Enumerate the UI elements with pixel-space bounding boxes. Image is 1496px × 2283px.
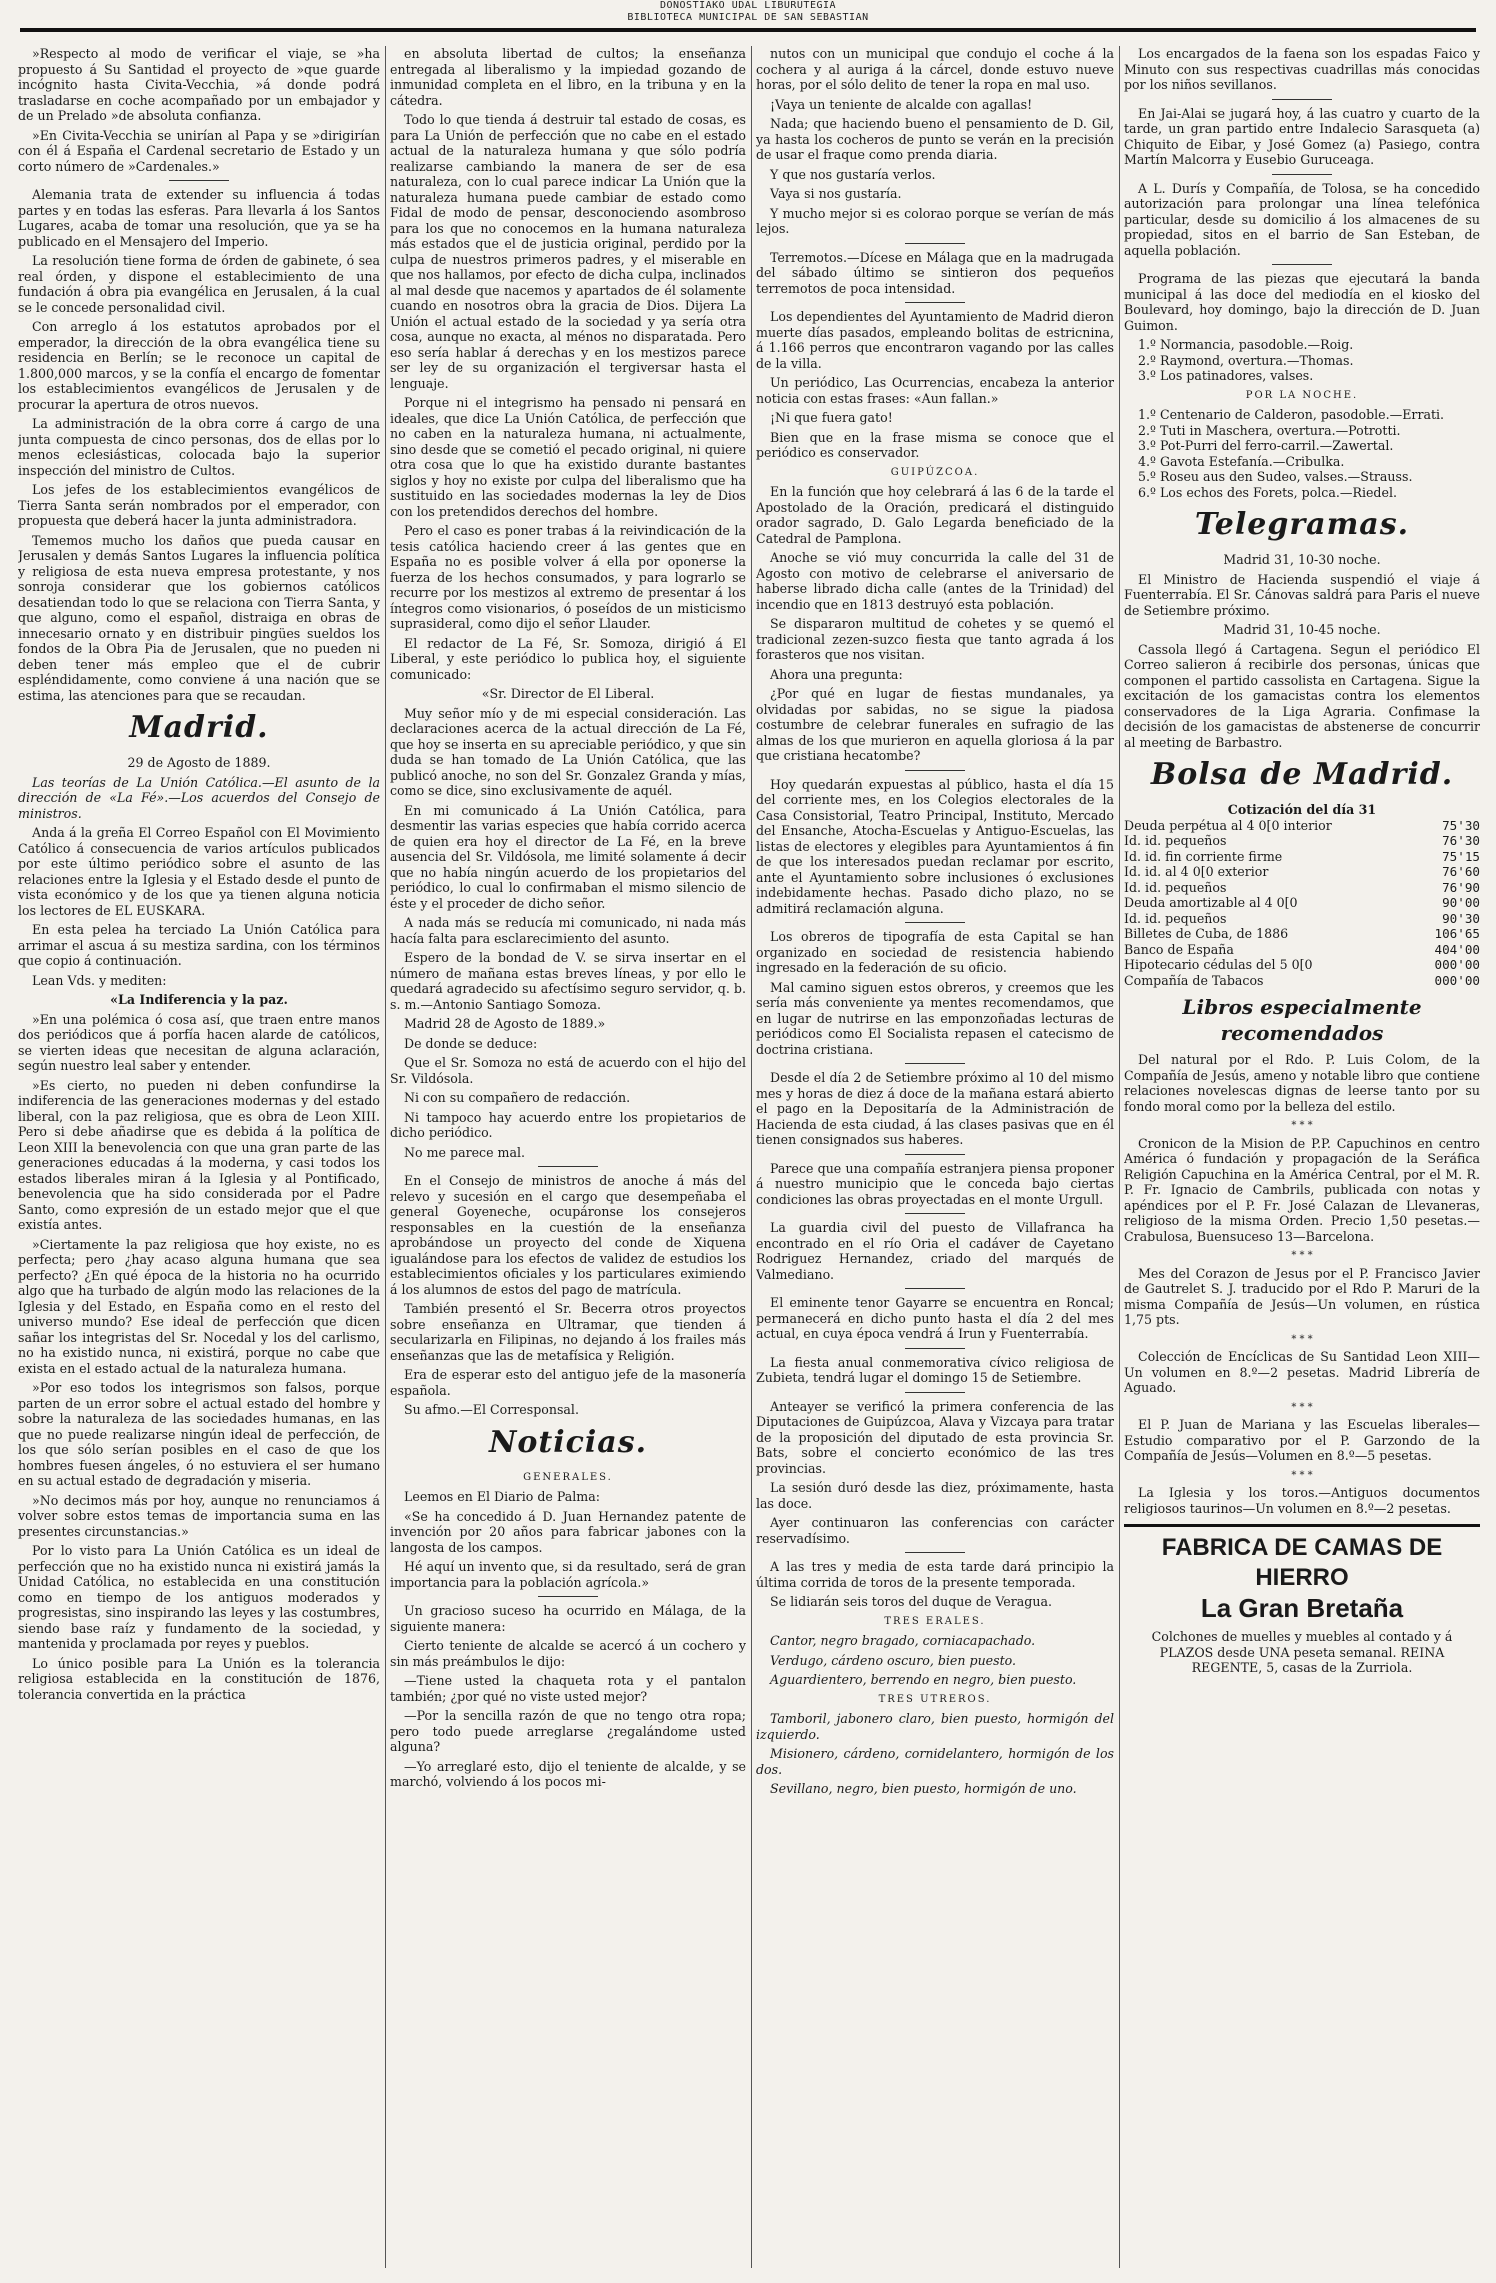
paragraph: En mi comunicado á La Unión Católica, para desmentir las varias especies que había corrido acerca de quien era hoy el director de La Fé, en la breve ausencia del Sr. Vildósola, me limité solamente á decir que no había ningún acuerdo de los propietarios del periódico, lo cual lo confirmaban el mismo silencio de éste y el proceder de dicho señor. <box>390 802 746 911</box>
paragraph: Se dispararon multitud de cohetes y se quemó el tradicional zezen-suzco fiesta que tanto agrada á los forasteros que nos visitan. <box>756 616 1114 662</box>
paragraph: Lean Vds. y mediten: <box>32 972 167 988</box>
paragraph: Ni con su compañero de redacción. <box>404 1090 631 1105</box>
stock-value: 76'60 <box>1442 864 1480 879</box>
program-item: 6.º Los echos des Forets, polca.—Riedel. <box>1138 484 1397 500</box>
section-heading-noticias: Noticias. <box>488 1424 648 1460</box>
paragraph: A las tres y media de esta tarde dará principio la última corrida de toros de la presente temporada. <box>756 1559 1114 1590</box>
paragraph: El eminente tenor Gayarre se encuentra en Roncal; permanecerá en dicho punto hasta el día 2 del mes actual, en cuya época vendrá á Irun y Fuenterrabía. <box>756 1295 1114 1341</box>
quote-date: Cotización del día 31 <box>1227 802 1377 817</box>
stock-row <box>1124 911 1480 927</box>
paragraph: Los dependientes del Ayuntamiento de Madrid dieron muerte días pasados, empleando bolitas de estricnina, á 1.166 perros que encontraron vagando por las calles de la villa. <box>756 309 1114 371</box>
paragraph: Cierto teniente de alcalde se acercó á un cochero y sin más preámbulos le dijo: <box>390 1638 746 1669</box>
divider <box>905 302 965 303</box>
paragraph: —Yo arreglaré esto, dijo el teniente de alcalde, y se marchó, volviendo á los pocos mi- <box>390 1758 746 1789</box>
paragraph: Un gracioso suceso ha ocurrido en Málaga, de la siguiente manera: <box>390 1603 746 1634</box>
divider <box>1272 174 1332 175</box>
paragraph: »Respecto al modo de verificar el viaje, se »ha propuesto á Su Santidad el proyecto de »que guarde incógnito hasta Civita-Vecchia, »á donde podrá trasladarse en coche acompañado por un embajador y de un Prelado »de absoluta confianza. <box>18 46 380 123</box>
paragraph: Los obreros de tipografía de esta Capital se han organizado en sociedad de resistencia habiendo ingresado en la federación de su oficio. <box>756 929 1114 975</box>
paragraph: Leemos en El Diario de Palma: <box>404 1489 600 1504</box>
asterism: * * * <box>1291 1120 1313 1131</box>
paragraph: Ayer continuaron las conferencias con carácter reservadísimo. <box>756 1515 1114 1546</box>
archive-header-line1: DONOSTIAKO UDAL LIBURUTEGIA <box>659 0 837 11</box>
paragraph: Mal camino siguen estos obreros, y creemos que les sería más conveniente ya mentes recomendamos, que en lugar de nutrirse en las emponzoñadas lecturas de periódicos como El Socialista repasen el catecismo de doctrina cristiana. <box>756 979 1114 1057</box>
stock-label: Deuda amortizable al 4 0[0 <box>1124 895 1298 910</box>
program-item: 5.º Roseu aus den Sudeo, valses.—Strauss. <box>1138 469 1413 484</box>
divider <box>538 1166 598 1167</box>
paragraph: Tememos mucho los daños que pueda causar en Jerusalen y demás Santos Lugares la influencia política y religiosa de esta nueva empresa protestante, y nos sonroja considerar que los gobiernos católicos desatiendan todo lo que se relaciona con Tierra Santa, y que alguno, como el español, distraiga en obras de innecesario ornato y en distribuir pingües sueldos los fondos de la Obra Pia de Jerusalen, que no pueden ni deben tener más empleo que el de cubrir espléndidamente, como conviene á una nación que se estima, las atenciones para que se recaudan. <box>18 532 380 703</box>
divider <box>905 1063 965 1064</box>
advertisement-title: FABRICA DE CAMAS DE HIERRO <box>1124 1524 1480 1593</box>
paragraph: »En una polémica ó cosa así, que traen entre manos dos periódicos que á porfía hacen alarde de católicos, se vierten ideas que necesitan de alguna aclaración, según nuestro leal saber y entender. <box>18 1011 380 1073</box>
divider <box>905 922 965 923</box>
paragraph: Bien que en la frase misma se conoce que el periódico es conservador. <box>756 429 1114 460</box>
paragraph: Programa de las piezas que ejecutará la banda municipal á las doce del mediodía en el kiosko del Boulevard, hoy domingo, bajo la dirección de D. Juan Guimon. <box>1124 271 1480 333</box>
bull-entry: Verdugo, cárdeno oscuro, bien puesto. <box>770 1652 1017 1668</box>
bull-entry: Aguardientero, berrendo en negro, bien puesto. <box>770 1672 1077 1687</box>
divider <box>905 243 965 244</box>
column-3 <box>756 46 1114 2268</box>
stock-label: Banco de España <box>1124 941 1234 957</box>
bull-entry: Tamboril, jabonero claro, bien puesto, hormigón del izquierdo. <box>756 1711 1114 1742</box>
paragraph: Parece que una compañía estranjera piensa proponer á nuestro municipio que le conceda bajo ciertas condiciones las obras proyectadas en el monte Urgull. <box>756 1160 1114 1207</box>
letter-salutation: «Sr. Director de El Liberal. <box>481 686 655 701</box>
stock-value: 76'90 <box>1442 879 1480 895</box>
band-program <box>1124 337 1480 384</box>
paragraph: Y que nos gustaría verlos. <box>770 166 936 182</box>
section-heading-telegramas: Telegramas. <box>1194 507 1410 542</box>
stock-row <box>1124 942 1480 958</box>
book-entry: Colección de Encíclicas de Su Santidad Leon XIII—Un volumen en 8.º—2 pesetas. Madrid Librería de Aguado. <box>1124 1349 1480 1395</box>
asterism: * * * <box>1291 1333 1313 1345</box>
paragraph: Un periódico, Las Ocurrencias, encabeza la anterior noticia con estas frases: «Aun fallan.» <box>756 375 1114 406</box>
paragraph: Lo único posible para La Unión es la tolerancia religiosa establecida en la constitución de 1876, tolerancia convertida en la práctica <box>18 1655 380 1702</box>
subsection-label: GUIPÚZCOA. <box>890 466 980 478</box>
stock-label: Hipotecario cédulas del 5 0[0 <box>1124 957 1313 972</box>
divider <box>169 180 229 181</box>
column-divider <box>1119 46 1120 2268</box>
paragraph: «Se ha concedido á D. Juan Hernandez patente de invención por 20 años para fabricar jabones con la langosta de los campos. <box>390 1508 746 1555</box>
divider <box>1272 264 1332 265</box>
paragraph: Todo lo que tienda á destruir tal estado de cosas, es para La Unión de perfección que no cabe en el estado actual de la naturaleza humana y que sólo podría realizarse cambiando la manera de ser de esa naturaleza, con lo cual parece indicar La Unión que la naturaleza humana puede cambiar de estado como Fidal de modo de pensar, desconociendo asombroso para los que no conocemos en la humana naturaleza más estados que el de justicia original, perdido por la culpa de nuestros primeros padres, y el miserable en que nos hallamos, por efecto de dicha culpa, inclinados al mal desde que nacemos y apartados de él solamente cuando en nosotros obra la gracia de Dios. Dijera La Unión el actual estado de la sociedad y ya sería otra cosa, aunque no exacta, al ménos no disparatada. Pero eso sería hablar á derechas y en los mestizos parece ser ley de su organización el tergiversar hasta el lenguaje. <box>390 112 746 391</box>
paragraph: La resolución tiene forma de órden de gabinete, ó sea real órden, y dispone el establecimiento de una fundación á obra pia evangélica en Jerusalen, á la cual se le concede personalidad civil. <box>18 253 380 315</box>
paragraph: A nada más se reducía mi comunicado, ni nada más hacía falta para esclarecimiento del asunto. <box>390 915 746 946</box>
archive-header-line2: BIBLIOTECA MUNICIPAL DE SAN SEBASTIAN <box>627 12 869 23</box>
paragraph: El redactor de La Fé, Sr. Somoza, dirigió á El Liberal, y este periódico lo publica hoy, el siguiente comunicado: <box>390 635 746 682</box>
paragraph: En el Consejo de ministros de anoche á más del relevo y sucesión en el cargo que desempeñaba el general Goyeneche, ocupáronse los consejeros responsables en la cuestión de la enseñanza aprobándose un proyecto del conde de Xiquena igualándose para los efectos de validez de estudios los establecimientos oficiales y los particulares eximiendo á los alumnos de estos del pago de matrícula. <box>390 1173 746 1297</box>
bull-entry: Sevillano, negro, bien puesto, hormigón de uno. <box>770 1781 1077 1796</box>
paragraph: La guardia civil del puesto de Villafranca ha encontrado en el río Oria el cadáver de Cayetano Rodriguez Hernandez, criado del marqués de Valmediano. <box>756 1220 1114 1282</box>
column-1 <box>18 46 380 2268</box>
paragraph: Que el Sr. Somoza no está de acuerdo con el hijo del Sr. Vildósola. <box>390 1055 746 1086</box>
stock-row <box>1124 818 1480 834</box>
paragraph: Porque ni el integrismo ha pensado ni pensará en ideales, que dice La Unión Católica, de perfección que no caben en la naturaleza humana, ni actualmente, sino desde que se cometió el pecado original, ni quiere otra cosa que lo que ha existido durante bastantes siglos y hoy no existe por culpa del liberalismo que ha sustituido en las sociedades modernas la ley de Dios con los pretendidos derechos del hombre. <box>390 395 746 519</box>
paragraph: Anteayer se verificó la primera conferencia de las Diputaciones de Guipúzcoa, Alava y Vizcaya para tratar de la proposición del diputado de esta provincia Sr. Bats, sobre el concierto económico de las tres provincias. <box>756 1398 1114 1476</box>
program-item: 4.º Gavota Estefanía.—Cribulka. <box>1138 453 1345 469</box>
archive-header <box>0 0 1496 34</box>
paragraph: ¿Por qué en lugar de fiestas mundanales, ya olvidadas por sabidas, no se sigue la piadosa costumbre de celebrar funerales en sufragio de las almas de los que murieron en aquella gloriosa á la par que cristiana hecatombe? <box>756 686 1114 763</box>
paragraph: »Ciertamente la paz religiosa que hoy existe, no es perfecta; pero ¿hay acaso alguna humana que sea perfecto? ¿En qué época de la historia no ha ocurrido algo que ha turbado de algún modo las relaciones de la Iglesia y del Estado, en España como en el resto del universo mundo? Ese ideal de perfección que dicen sañar los integristas del Sr. Nocedal y los del carlismo, no ha existido nunca, ni existirá, porque no cabe que exista en el estado actual de la naturaleza humana. <box>18 1236 380 1376</box>
dateline: Madrid 31, 10-45 noche. <box>1223 622 1381 637</box>
program-item: 2.º Raymond, overtura.—Thomas. <box>1138 352 1354 368</box>
subsection-label: POR LA NOCHE. <box>1245 389 1359 401</box>
stock-label: Id. id. fin corriente firme <box>1124 848 1283 864</box>
column-4 <box>1124 46 1480 2268</box>
paragraph: En Jai-Alai se jugará hoy, á las cuatro y cuarto de la tarde, un gran partido entre Indalecio Sarasqueta (a) Chiquito de Eibar, y José Gomez (a) Pasiego, contra Martín Malcorra y Eusebio Guruceaga. <box>1124 105 1480 167</box>
bull-entry: Misionero, cárdeno, cornidelantero, hormigón de los dos. <box>756 1746 1114 1777</box>
band-program-night <box>1124 407 1480 500</box>
stock-value: 404'00 <box>1434 941 1480 957</box>
bull-entry: Cantor, negro bragado, corniacapachado. <box>770 1633 1036 1648</box>
asterism: * * * <box>1291 1469 1313 1481</box>
stock-label: Compañía de Tabacos <box>1124 972 1264 988</box>
program-item: 1.º Normancia, pasodoble.—Roig. <box>1138 337 1354 352</box>
advertisement-name: La Gran Bretaña <box>1200 1593 1404 1623</box>
paragraph: —Tiene usted la chaqueta rota y el pantalon también; ¿por qué no viste usted mejor? <box>390 1673 746 1704</box>
stock-row <box>1124 849 1480 865</box>
paragraph: La sesión duró desde las diez, próximamente, hasta las doce. <box>756 1480 1114 1511</box>
program-item: 3.º Pot-Purri del ferro-carril.—Zawertal. <box>1138 438 1394 453</box>
stock-row <box>1124 957 1480 973</box>
column-2 <box>390 46 746 2268</box>
book-entry: Mes del Corazon de Jesus por el P. Francisco Javier de Gautrelet S. J. traducido por el Rdo P. Maruri de la misma Compañía de Jesús—Un volumen, en rústica 1,75 pts. <box>1124 1265 1480 1327</box>
stock-label: Billetes de Cuba, de 1886 <box>1124 926 1289 941</box>
paragraph: Hoy quedarán expuestas al público, hasta el día 15 del corriente mes, en los Colegios electorales de la Casa Consistorial, Teatro Principal, Instituto, Mercado del Ensanche, Atocha-Escuelas y Antiguo-Escuelas, las listas de electores y elegibles para Ayuntamientos á fin de que los interesados puedan reclamar por escrito, ante el Ayuntamiento sobre inclusiones ó exclusiones indebidamente hechas. Pasado dicho plazo, no se admitirá reclamación alguna. <box>756 776 1114 916</box>
subsection-label: TRES ERALES. <box>884 1615 986 1627</box>
column-divider <box>385 46 386 2268</box>
paragraph: De donde se deduce: <box>404 1035 538 1051</box>
paragraph: Vaya si nos gustaría. <box>770 186 902 201</box>
stock-row <box>1124 895 1480 911</box>
paragraph: Los jefes de los establecimientos evangélicos de Tierra Santa serán nombrados por el emperador, con propuesta que deberá hacer la junta administradora. <box>18 482 380 528</box>
divider <box>905 1154 965 1155</box>
paragraph: A L. Durís y Compañía, de Tolosa, se ha concedido autorización para prolongar una línea telefónica particular, desde su domicilio á los almacenes de su propiedad, sitos en el barrio de San Esteban, de aquella población. <box>1124 180 1480 258</box>
paragraph: Espero de la bondad de V. se sirva insertar en el número de mañana estas breves líneas, y por ello le quedará agradecido su afectísimo seguro servidor, q. b. s. m.—Antonio Santiago Somoza. <box>390 950 746 1012</box>
divider <box>905 1288 965 1289</box>
paragraph: Ahora una pregunta: <box>770 666 903 682</box>
paragraph: El Ministro de Hacienda suspendió el viaje á Fuenterrabía. El Sr. Cánovas saldrá para Paris el nueve de Setiembre próximo. <box>1124 571 1480 618</box>
stock-value: 75'15 <box>1442 848 1480 864</box>
paragraph: Terremotos.—Dícese en Málaga que en la madrugada del sábado último se sintieron dos pequeños terremotos de poca intensidad. <box>756 249 1114 296</box>
paragraph: Cassola llegó á Cartagena. Segun el periódico El Correo salieron á recibirle dos personas, únicas que componen el partido cassolista en Cartagena. Sigue la excitación de los gamacistas contra los elementos conservadores de la Liga Agraria. Confimase la decisión de los gamacistas de abstenerse de concurrir al meeting de Barbastro. <box>1124 641 1480 750</box>
paragraph: Madrid 28 de Agosto de 1889.» <box>404 1016 606 1031</box>
program-item: 3.º Los patinadores, valses. <box>1138 368 1314 383</box>
section-heading-bolsa: Bolsa de Madrid. <box>1150 757 1454 792</box>
divider <box>905 770 965 771</box>
advertisement-text: Colchones de muelles y muebles al contado y á PLAZOS desde UNA peseta semanal. REINA REGENTE, 5, casas de la Zurriola. <box>1151 1629 1453 1675</box>
stock-value: 76'30 <box>1442 833 1480 848</box>
paragraph: Los encargados de la faena son los espadas Faico y Minuto con sus respectivas cuadrillas más conocidas por los niños sevillanos. <box>1124 46 1480 92</box>
paragraph: La fiesta anual conmemorativa cívico religiosa de Zubieta, tendrá lugar el domingo 15 de Setiembre. <box>756 1354 1114 1385</box>
paragraph: Por lo visto para La Unión Católica es un ideal de perfección que no ha existido nunca ni existirá jamás la Unidad Católica, no establecida en una constitución como en tiempo de los antiguos moderados y progresistas, sino inspirando las leyes y las costumbres, siendo base raíz y fundamento de la sociedad, y mantenida y proclamada por reyes y pueblos. <box>18 1543 380 1651</box>
stock-label: Id. id. pequeños <box>1124 833 1227 848</box>
stock-value: 000'00 <box>1434 957 1480 972</box>
stock-row <box>1124 880 1480 896</box>
signature: Su afmo.—El Corresponsal. <box>404 1402 579 1417</box>
stock-label: Deuda perpétua al 4 0[0 interior <box>1124 817 1332 833</box>
paragraph: nutos con un municipal que condujo el coche á la cochera y al auriga á la cárcel, donde estuvo nueve horas, por el sólo delito de tener la ropa en mal uso. <box>756 46 1114 92</box>
paragraph: En la función que hoy celebrará á las 6 de la tarde el Apostolado de la Oración, predicará el distinguido orador sagrado, D. Galo Legarda beneficiado de la Catedral de Pamplona. <box>756 484 1114 546</box>
stock-table <box>1124 818 1480 989</box>
paragraph: Muy señor mío y de mi especial consideración. Las declaraciones acerca de la actual dirección de La Fé, que hoy se inserta en su apreciable periódico, y que sin duda se han tomado de La Unión Católica, que las publicó anoche, no son del Sr. Gonzalez Granda y mías, como se dice, sino exclusivamente de aquél. <box>390 705 746 798</box>
stock-row <box>1124 864 1480 880</box>
paragraph: »Es cierto, no pueden ni deben confundirse la indiferencia de las generaciones modernas y del estado liberal, con la paz religiosa, que es obra de Leon XIII. Pero si debe añadirse que es debida á la política de Leon XIII la benevolencia con que una gran parte de las generaciones educadas á la moderna, y casi todos los estados liberales miran á la Iglesia y al Pontificado, benevolencia que ha sido considerada por el Padre Santo, como expresión de un estado mejor que el que existía antes. <box>18 1077 380 1232</box>
paragraph: Desde el día 2 de Setiembre próximo al 10 del mismo mes y horas de diez á doce de la mañana estará abierto el pago en la Depositaría de la Administración de Hacienda de esta ciudad, á las clases pasivas que en él tienen consignados sus haberes. <box>756 1070 1114 1147</box>
paragraph: La administración de la obra corre á cargo de una junta compuesta de cinco personas, dos de ellas por lo menos eclesiásticas, colocada bajo la superior inspección del ministro de Cultos. <box>18 416 380 478</box>
paragraph: También presentó el Sr. Becerra otros proyectos sobre enseñanza en Ultramar, que tienden á secularizarla en Filipinas, no dejando á los frailes más enseñanzas que las de metafísica y Religión. <box>390 1301 746 1363</box>
paragraph: en absoluta libertad de cultos; la enseñanza entregada al liberalismo y la impiedad gozando de inmunidad completa en el libro, en la tribuna y en la cátedra. <box>390 46 746 108</box>
asterism: * * * <box>1291 1250 1313 1261</box>
dateline: 29 de Agosto de 1889. <box>127 755 271 770</box>
stock-label: Id. id. al 4 0[0 exterior <box>1124 864 1269 879</box>
paragraph: Nada; que haciendo bueno el pensamiento de D. Gil, ya hasta los cocheros de punto se verán en la precisión de usar el fraque como prenda diaria. <box>756 116 1114 162</box>
paragraph: ¡Ni que fuera gato! <box>770 410 893 425</box>
divider <box>905 1392 965 1393</box>
divider <box>1272 99 1332 100</box>
asterism: * * * <box>1291 1401 1313 1413</box>
paragraph: Pero el caso es poner trabas á la reivindicación de la tesis católica haciendo creer á las gentes que en España no es posible volver á ella por oponerse la fuerza de los hechos consumados, y para lograrlo se recurre por los mestizos al extremo de presentar á los íntegros como visionarios, ó poseídos de un misticismo suprasideral, como dijo el señor Llauder. <box>390 523 746 631</box>
paragraph: Con arreglo á los estatutos aprobados por el emperador, la dirección de la obra evangélica tiene su residencia en Berlín; se le reconoce un capital de 1.800,000 marcos, y se la confía el encargo de fomentar los establecimientos evangélicos de Jerusalen y de procurar la apertura de otros nuevos. <box>18 319 380 412</box>
column-divider <box>751 46 752 2268</box>
stock-label: Id. id. pequeños <box>1124 879 1227 895</box>
paragraph: Anoche se vió muy concurrida la calle del 31 de Agosto con motivo de celebrarse el aniversario de haberse librado dicha calle (antes de la Trinidad) del incendio que en 1813 destruyó esta población. <box>756 550 1114 612</box>
divider <box>538 1596 598 1597</box>
paragraph: —Por la sencilla razón de que no tengo otra ropa; pero todo puede arreglarse ¿regalándome usted alguna? <box>390 1708 746 1754</box>
book-entry: Cronicon de la Mision de P.P. Capuchinos en centro América ó fundación y propagación de la Seráfica Religión Capuchina en la América Central, por el M. R. P. Fr. Ignacio de Cambrils, publicada con notas y apéndices por el P. Fr. José Calazan de Llevaneras, religioso de la misma Orden. Precio 1,50 pesetas.—Crabulosa, Buensuceso 13—Barcelona. <box>1124 1135 1480 1244</box>
subsection-label: TRES UTREROS. <box>878 1693 992 1705</box>
stock-row <box>1124 926 1480 942</box>
paragraph: »No decimos más por hoy, aunque no renunciamos á volver sobre estos temas de importancia suma en las presentes circunstancias.» <box>18 1492 380 1539</box>
stock-row <box>1124 973 1480 989</box>
paragraph: Era de esperar esto del antiguo jefe de la masonería española. <box>390 1367 746 1398</box>
stock-row <box>1124 833 1480 849</box>
stock-value: 000'00 <box>1434 972 1480 988</box>
program-item: 2.º Tuti in Maschera, overtura.—Potrotti. <box>1138 422 1401 438</box>
paragraph: ¡Vaya un teniente de alcalde con agallas! <box>770 96 1033 112</box>
section-heading-libros: Libros especialmente recomendados <box>1182 995 1422 1045</box>
paragraph: Alemania trata de extender su influencia á todas partes y en todas las esferas. Para llevarla á los Santos Lugares, acaba de tomar una resolución, que ya se ha publicado en el Mensajero del Imperio. <box>18 187 380 249</box>
summary: Las teorías de La Unión Católica.—El asunto de la dirección de «La Fé».—Los acuerdos del Consejo de ministros. <box>18 774 380 821</box>
stock-label: Id. id. pequeños <box>1124 910 1227 926</box>
book-entry: El P. Juan de Mariana y las Escuelas liberales—Estudio comparativo por el P. Garzondo de la Compañía de Jesús—Volumen en 8.º—5 pesetas. <box>1124 1417 1480 1463</box>
paragraph: »En Civita-Vecchia se unirían al Papa y se »dirigirían con él á España el Cardenal secretario de Estado y un corto número de »Cardenales.» <box>18 127 380 174</box>
stock-value: 106'65 <box>1434 926 1480 941</box>
book-entry: La Iglesia y los toros.—Antiguos documentos religiosos taurinos—Un volumen en 8.º—2 pesetas. <box>1124 1485 1480 1516</box>
paragraph: Se lidiarán seis toros del duque de Veragua. <box>770 1594 1052 1609</box>
stock-value: 90'00 <box>1442 895 1480 910</box>
paragraph: Y mucho mejor si es colorao porque se verían de más lejos. <box>756 205 1114 236</box>
paragraph: »Por eso todos los integrismos son falsos, porque parten de un error sobre el actual estado del hombre y sobre la naturaleza de las sociedades humanas, en las que no puede realizarse ningún ideal de perfección, de los que sólo serían posibles en el caso de que los hombres fuesen ángeles, ó no estuviera el ser humano en su actual estado de degradación y miseria. <box>18 1380 380 1488</box>
subsection-label: GENERALES. <box>523 1471 613 1483</box>
divider <box>905 1552 965 1553</box>
paragraph: Hé aquí un invento que, si da resultado, será de gran importancia para la población agrícola.» <box>390 1559 746 1590</box>
program-item: 1.º Centenario de Calderon, pasodoble.—Errati. <box>1138 407 1445 422</box>
dateline: Madrid 31, 10-30 noche. <box>1223 552 1381 567</box>
paragraph: No me parece mal. <box>404 1144 526 1160</box>
stock-value: 90'30 <box>1442 910 1480 926</box>
divider <box>905 1348 965 1349</box>
quote-title: «La Indiferencia y la paz. <box>110 992 288 1007</box>
book-entry: Del natural por el Rdo. P. Luis Colom, de la Compañía de Jesús, ameno y notable libro que contiene relaciones novelescas dignas de leerse tanto por su fondo moral como por la belleza del estilo. <box>1124 1052 1480 1114</box>
paragraph: Ni tampoco hay acuerdo entre los propietarios de dicho periódico. <box>390 1109 746 1140</box>
header-rule <box>20 28 1476 32</box>
paragraph: Anda á la greña El Correo Español con El Movimiento Católico á consecuencia de varios artículos publicados por este último periódico sobre el asunto de las relaciones entre la Iglesia y el Estado desde el punto de vista económico y de los que ya tienen alguna noticia los lectores de EL EUSKARA. <box>18 825 380 918</box>
stock-value: 75'30 <box>1442 817 1480 833</box>
divider <box>905 1213 965 1214</box>
section-heading-madrid: Madrid. <box>129 710 269 745</box>
paragraph: En esta pelea ha terciado La Unión Católica para arrimar el ascua á su mestiza sardina, con los términos que copio á continuación. <box>18 922 380 968</box>
